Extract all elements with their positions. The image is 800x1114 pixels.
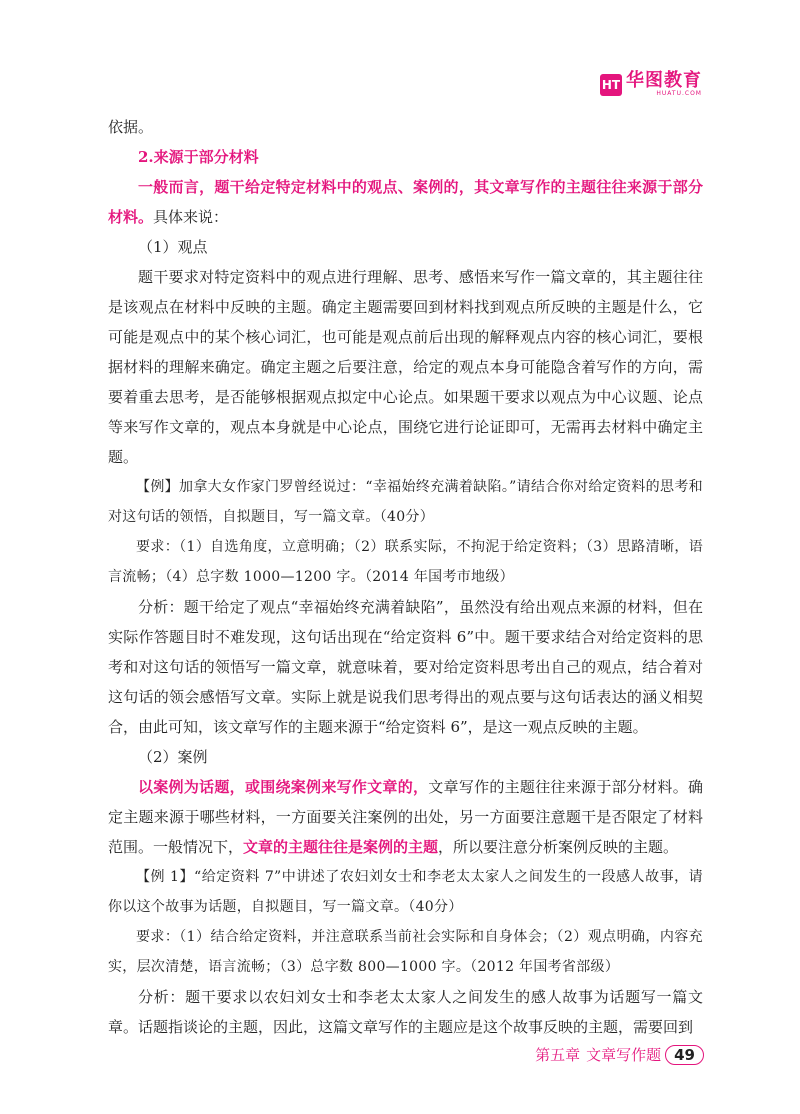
highlight-text: 一般而言，题干给定特定材料中的观点、案例的，其文章写作的主题往往来源于部分材料。 — [108, 178, 703, 226]
highlight-text-2: 文章的主题往往是案例的主题 — [243, 838, 439, 856]
highlight-text: 以案例为话题，或围绕案例来写作文章的， — [138, 778, 429, 796]
logo-english: HUATU.COM — [656, 90, 702, 97]
analysis-paragraph: 分析：题干给定了观点“幸福始终充满着缺陷”，虽然没有给出观点来源的材料，但在实际作答题目时不难发现，这句话出现在“给定资料 6”中。题干要求结合对给定资料的思考和对这句话的领悟写一篇文章，就意味着，要对给定资料思考出自己的观点，结合着对这句话的领会感悟写文章。实际上就是说我们思考得出的观点要与这句话表达的涵义相契合，由此可知，该文章写作的主题来源于“给定资料 6”，是这一观点反映的主题。 — [108, 598, 703, 736]
logo-text — [626, 72, 702, 97]
page-content — [108, 112, 703, 1042]
logo-chinese: 华图教育 — [626, 70, 702, 91]
viewpoint-paragraph: 题干要求对特定资料中的观点进行理解、思考、感悟来写作一篇文章的，其主题往往是该观点在材料中反映的主题。确定主题需要回到材料找到观点所反映的主题是什么，它可能是观点中的某个核心词汇，也可能是观点前后出现的解释观点内容的核心词汇，要根据材料的理解来确定。确定主题之后要注意，给定的观点本身可能隐含着写作的方向，需要着重去思考，是否能够根据观点拟定中心论点。如果题干要求以观点为中心议题、论点等来写作文章的，观点本身就是中心论点，围绕它进行论证即可，无需再去材料中确定主题。 — [108, 268, 703, 466]
example-question-2: 【例 1】“给定资料 7”中讲述了农妇刘女士和李老太太家人之间发生的一段感人故事，请你以这个故事为话题，自拟题目，写一篇文章。（40分） — [108, 869, 703, 915]
brand-logo — [600, 72, 702, 97]
example-requirements-2: 要求：（1）结合给定资料，并注意联系当前社会实际和自身体会；（2）观点明确，内容充实，层次清楚，语言流畅；（3）总字数 800—1000 字。（2012 年国考省部级） — [108, 929, 703, 975]
footer-title: 文章写作题 — [586, 1046, 662, 1064]
page-footer — [535, 1044, 704, 1065]
subheading-case: （2）案例 — [138, 748, 208, 766]
case-paragraph — [108, 772, 703, 862]
paragraph-text: 文章写作的主题往往来源于部分材料。确定主题来源于哪些材料，一方面要关注案例的出处，另一方面要注意题干是否限定了材料范围。一般情况下， — [108, 778, 703, 856]
analysis-paragraph-2: 分析：题干要求以农妇刘女士和李老太太家人之间发生的感人故事为话题写一篇文章。话题指谈论的主题，因此，这篇文章写作的主题应是这个故事反映的主题，需要回到 — [108, 988, 703, 1036]
paragraph-text: 具体来说： — [153, 208, 229, 226]
subheading-viewpoint: （1）观点 — [138, 238, 208, 256]
page-number: 49 — [665, 1045, 704, 1065]
example-question: 【例】加拿大女作家门罗曾经说过：“幸福始终充满着缺陷。”请结合你对给定资料的思考和对这句话的领悟，自拟题目，写一篇文章。（40分） — [108, 479, 703, 525]
paragraph-text-2: ，所以要注意分析案例反映的主题。 — [438, 838, 679, 856]
footer-chapter: 第五章 — [535, 1046, 581, 1064]
example-requirements: 要求：（1）自选角度，立意明确；（2）联系实际，不拘泥于给定资料；（3）思路清晰，语言流畅；（4）总字数 1000—1200 字。（2014 年国考市地级） — [108, 539, 703, 585]
logo-icon: HT — [600, 74, 622, 96]
intro-paragraph — [108, 172, 703, 232]
section-heading: 2.来源于部分材料 — [138, 148, 259, 166]
paragraph-continuation: 依据。 — [108, 118, 154, 136]
